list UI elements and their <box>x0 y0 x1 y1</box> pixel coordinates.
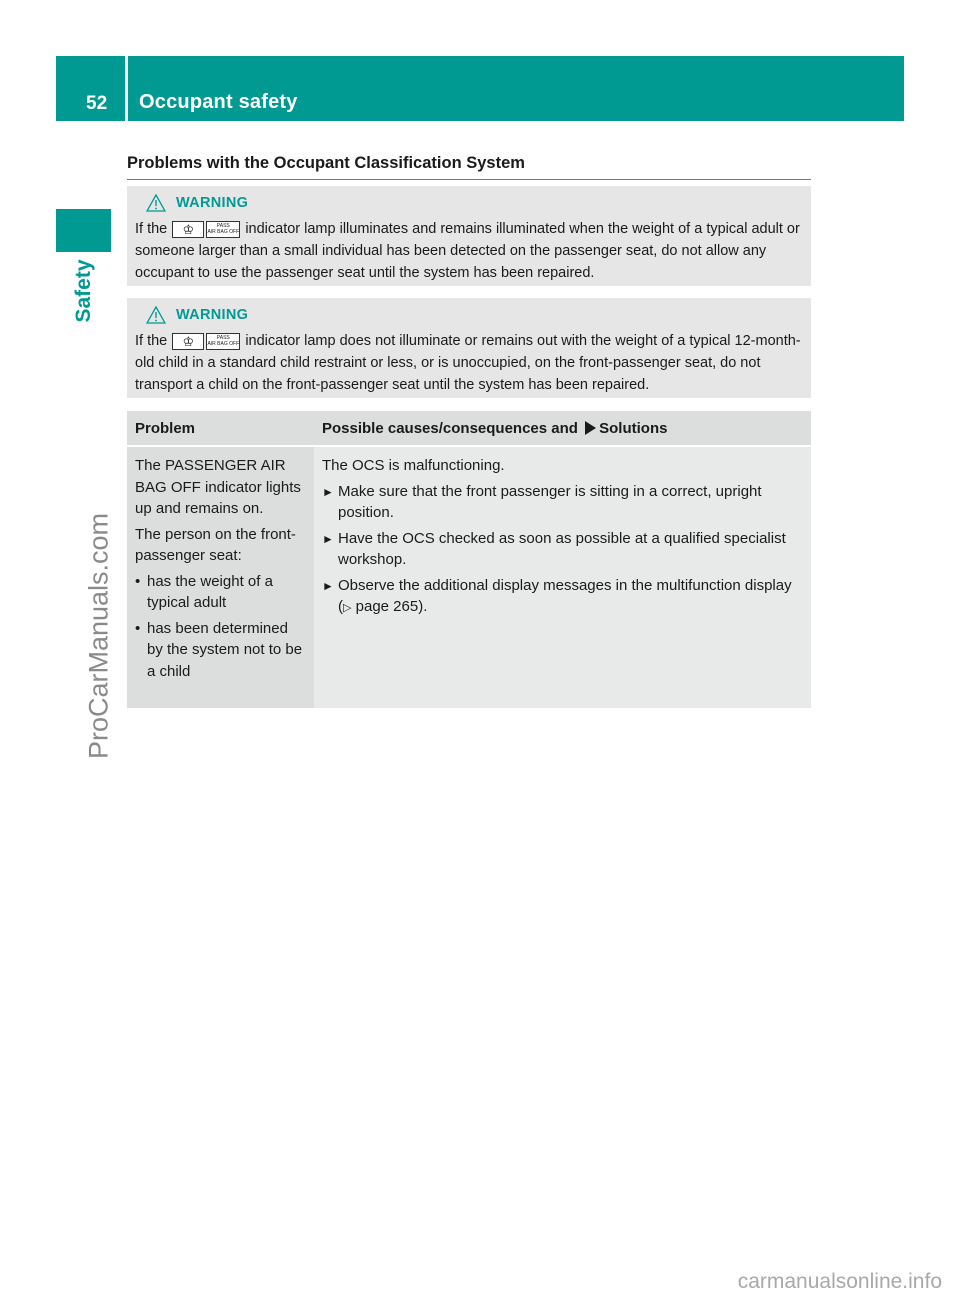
lamp-text-3: OFF <box>229 228 240 235</box>
list-item-text: has been determined by the system not to be a child <box>147 619 303 680</box>
warning-box-2 <box>127 298 811 398</box>
lamp-text-1: PASS <box>216 334 230 341</box>
problem-condition: The person on the front-passenger seat: <box>135 525 296 564</box>
solution-step <box>322 575 803 620</box>
warning-title: WARNING <box>176 195 249 211</box>
warning-text <box>135 330 803 396</box>
table-header-row <box>127 411 811 446</box>
solution-step-text: Have the OCS checked as soon as possible at a qualified specialist workshop. <box>338 529 786 568</box>
chapter-title: Occupant safety <box>139 91 298 113</box>
column-header-problem: Problem <box>127 411 314 446</box>
warning-text-body: indicator lamp illuminates and remains illuminated when the weight of a typical adult or someone larger than a small individual has been detected on the passenger seat, do not allow any occupant to use the passenger seat until the system has been repaired. <box>135 221 800 281</box>
warning-text-lead: If the <box>135 221 168 237</box>
list-item <box>135 571 306 614</box>
warning-text <box>135 218 803 284</box>
list-item-text: has the weight of a typical adult <box>147 572 273 611</box>
bullet-icon: • <box>135 572 141 590</box>
warning-triangle-icon <box>146 306 166 324</box>
page-number: 52 <box>86 93 108 114</box>
lamp-text-3: OFF <box>229 340 240 347</box>
warning-text-body: indicator lamp does not illuminate or remains out with the weight of a typical 12-month-old child in a standard child restraint or less, or is unoccupied, on the front-passenger seat, do not transport a child on the front-passenger seat until the system has been repaired. <box>135 333 801 393</box>
solution-step-text <box>338 575 803 620</box>
step-arrow-icon: ► <box>322 531 334 546</box>
solution-step-text: Make sure that the front passenger is sitting in a correct, upright position. <box>338 482 762 521</box>
header-divider <box>125 56 128 121</box>
problem-description: The PASSENGER AIR BAG OFF indicator lights up and remains on. <box>135 457 301 517</box>
side-tab-marker <box>56 209 111 252</box>
problems-table <box>127 411 811 708</box>
side-watermark: ProCarManuals.com <box>83 512 114 760</box>
pass-airbag-off-icon <box>206 221 240 238</box>
solution-text-suffix: ). <box>418 598 428 615</box>
warning-text-lead: If the <box>135 333 168 349</box>
passenger-seat-person-icon: ♔ <box>172 221 204 238</box>
table-row <box>127 446 811 708</box>
lamp-text-1: PASS <box>216 222 230 229</box>
section-title: Problems with the Occupant Classification System <box>127 154 811 180</box>
solution-text-prefix: Observe the additional display messages in the multifunction display ( <box>338 576 792 615</box>
pass-airbag-off-icon <box>206 333 240 350</box>
side-section-label: Safety <box>72 259 95 323</box>
step-arrow-icon: ► <box>322 578 334 593</box>
page-reference-link[interactable]: page 265 <box>355 598 419 615</box>
warning-triangle-icon <box>146 194 166 212</box>
solution-step <box>322 528 803 571</box>
lamp-text-2: AIR BAG <box>207 228 228 235</box>
column-header-solutions <box>314 411 811 446</box>
step-arrow-icon: ► <box>322 484 334 499</box>
warning-box-1 <box>127 186 811 286</box>
footer-watermark: carmanualsonline.info <box>737 1270 942 1293</box>
passenger-seat-person-icon: ♔ <box>172 333 204 350</box>
list-item <box>135 618 306 683</box>
lamp-text-2: AIR BAG <box>207 340 228 347</box>
play-arrow-icon <box>585 421 596 435</box>
solution-step <box>322 481 803 524</box>
solutions-cell <box>314 446 811 708</box>
page-reference-icon: ▷ <box>343 602 352 614</box>
problem-cell <box>127 446 314 708</box>
column-header-solutions-prefix: Possible causes/consequences and <box>322 419 578 437</box>
column-header-solutions-suffix: Solutions <box>599 419 668 437</box>
cause-text: The OCS is malfunctioning. <box>322 457 505 474</box>
warning-title: WARNING <box>176 307 249 323</box>
bullet-icon: • <box>135 619 141 637</box>
